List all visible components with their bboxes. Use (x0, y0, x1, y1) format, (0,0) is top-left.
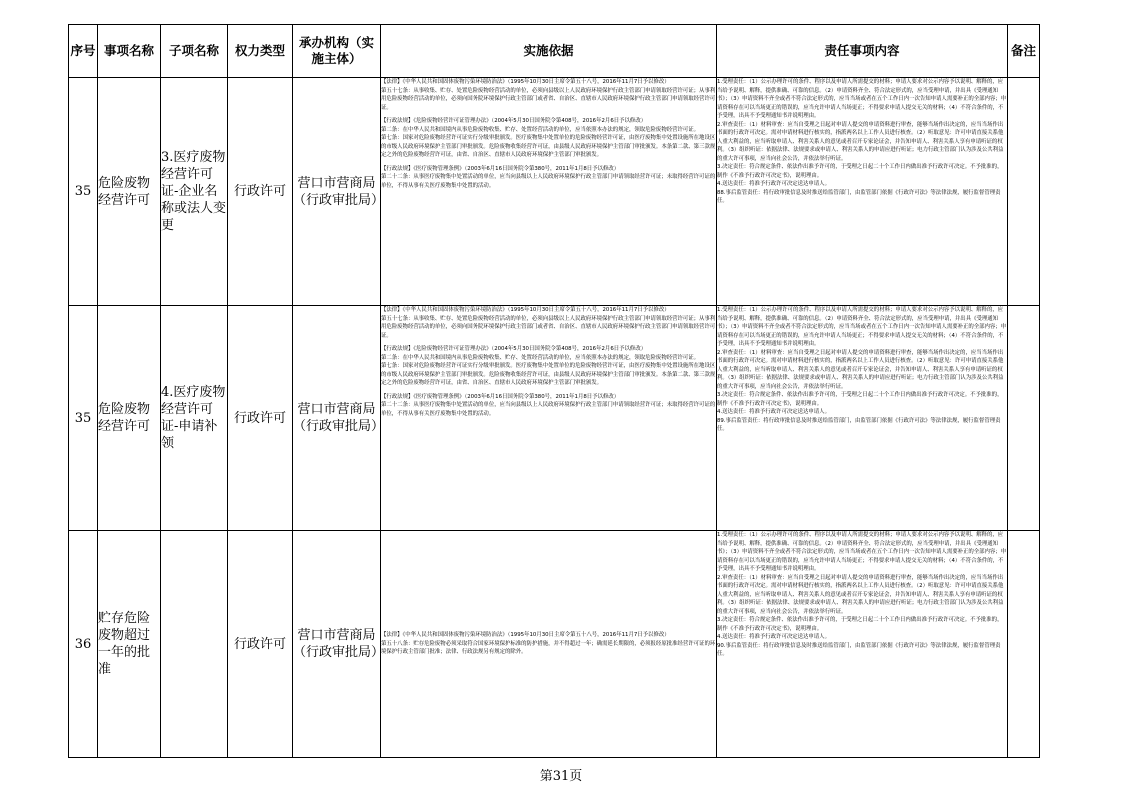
text-paragraph: 4.送达责任：将准予行政许可决定送达申请人。 (717, 181, 830, 187)
row-notes (1008, 531, 1040, 758)
text-paragraph: 第二十二条：从事医疗废物集中处置活动的单位，应当向县级以上人民政府环境保护行政主管部门申请领取经营许可证；未取得经营许可证的单位，不得从事有关医疗废物集中处置的活动。 (381, 174, 716, 189)
text-paragraph: 第二条：在中华人民共和国境内从事危险废物收集、贮存、处置经营活动的单位，应当依照本办法的规定，领取危险废物经营许可证。 (381, 126, 700, 133)
text-paragraph: 88.事后监管责任：将行政审批信息及时推送给监管部门，由监管部门依据《行政许可法》等法律法规，履行监督管理责任。 (717, 189, 1001, 204)
header-duties: 责任事项内容 (717, 25, 1008, 78)
header-power-type: 权力类型 (228, 25, 293, 78)
row-duties (717, 306, 1008, 531)
row-item-name: 危险废物经营许可 (98, 78, 161, 306)
row-basis (381, 78, 717, 306)
table-row (69, 306, 1040, 531)
row-duties (717, 531, 1008, 758)
text-paragraph: 【行政法规】《危险废物经营许可证管理办法》（2004年5月30日国务院令第408号，2016年2月6日予以修改） (381, 346, 647, 352)
text-paragraph: 4.送达责任：将准予行政许可决定送达申请人。 (717, 409, 830, 415)
text-paragraph: 【法律】《中华人民共和国固体废物污染环境防治法》（1995年10月30日主席令第五十八号，2016年11月7日予以修改） (381, 632, 670, 639)
row-agency: 营口市营商局（行政审批局） (293, 306, 381, 531)
text-paragraph: 第二条：在中华人民共和国境内从事危险废物收集、贮存、处置经营活动的单位，应当依照本办法的规定，领取危险废物经营许可证。 (381, 354, 700, 361)
text-paragraph: 2.审查责任：（1）材料审查：应当自受理之日起对申请人提交的申请资料进行审查，能够当场作出决定的，应当当场作出书面的行政许可决定。需对申请材料进行核实的，指派两名以上工作人员进行核查。（2）听取意见：许可申请直接关系他人重大利益的，应当听取申请人、利害关系人的意见或者召开专家论证会，并告知申请人、利害关系人享有申请听证的权利。（3）组织听证：依据法律、法规要求或申请人、利害关系人的申请应进行听证；电力行政主管部门认为涉及公共利益的重大许可事项，应当向社会公告，并依法举行听证。 (717, 121, 1004, 162)
row-sub-item (161, 531, 228, 758)
text-paragraph: 【法律】《中华人民共和国固体废物污染环境防治法》（1995年10月30日主席令第五十八号，2016年11月7日予以修改） (381, 307, 670, 313)
permission-table (68, 24, 1040, 758)
header-basis: 实施依据 (381, 25, 717, 78)
text-paragraph: 第五十七条：从事收集、贮存、处置危险废物经营活动的单位，必须向县级以上人民政府环境保护行政主管部门申请领取经营许可证；从事利用危险废物经营活动的单位，必须向国务院环境保护行政主管部门或者省、自治区、直辖市人民政府环境保护行政主管部门申请领取经营许可证。 (381, 87, 716, 111)
row-item-name: 危险废物经营许可 (98, 306, 161, 531)
row-seq: 35 (69, 306, 98, 531)
header-notes: 备注 (1008, 25, 1040, 78)
row-duties (717, 78, 1008, 306)
row-agency: 营口市营商局（行政审批局） (293, 78, 381, 306)
text-paragraph: 2.审查责任：（1）材料审查：应当自受理之日起对申请人提交的申请资料进行审查，能够当场作出决定的，应当当场作出书面的行政许可决定。需对申请材料进行核实的，指派两名以上工作人员进行核查。（2）听取意见：许可申请直接关系他人重大利益的，应当听取申请人、利害关系人的意见或者召开专家论证会，并告知申请人、利害关系人享有申请听证的权利。（3）组织听证：依据法律、法规要求或申请人、利害关系人的申请应进行听证；电力行政主管部门认为涉及公共利益的重大许可事项，应当向社会公告，并依法举行听证。 (717, 574, 1004, 615)
header-sub-item: 子项名称 (161, 25, 228, 78)
row-seq: 35 (69, 78, 98, 306)
row-agency: 营口市营商局（行政审批局） (293, 531, 381, 758)
row-notes (1008, 78, 1040, 306)
row-seq: 36 (69, 531, 98, 758)
row-power-type: 行政许可 (228, 531, 293, 758)
row-sub-item: 4.医疗废物经营许可证-申请补领 (161, 306, 228, 531)
row-sub-item: 3.医疗废物经营许可证-企业名称或法人变更 (161, 78, 228, 306)
text-paragraph: 第七条：国家对危险废物经营许可证实行分级审批颁发。医疗废物集中处置单位的危险废物经营许可证，由医疗废物集中处置设施所在地设区的市级人民政府环境保护主管部门审批颁发。危险废物收集经营许可证，由县级人民政府环境保护主管部门审批颁发。本条第二款、第三款规定之外的危险废物经营许可证，由省、自治区、直辖市人民政府环境保护主管部门审批颁发。 (381, 363, 716, 386)
text-paragraph: 1.受理责任：（1）公示办理许可的条件、程序以及申请人所需提交的材料；申请人要求对公示内容予以说明、解释的，应当给予说明、解释，提供准确、可靠的信息。（2）申请资料齐全、符合法定形式的，应当受理申请，并出具《受理通知书》；（3）申请资料不齐全或者不符合法定形式的，应当当场或者在五个工作日内一次告知申请人需要补正的全部内容；申请资料存在可以当场更正的错误的，应当允许申请人当场更正；不得要求申请人提交无关的材料；（4）不符合条件的，不予受理，出具不予受理通知书并说明理由。 (717, 532, 1007, 572)
page-number: 第31页 (539, 769, 583, 784)
text-paragraph: 【法律】《中华人民共和国固体废物污染环境防治法》（1995年10月30日主席令第五十八号，2016年11月7日予以修改） (381, 79, 670, 85)
text-paragraph: 2.审查责任：（1）材料审查：应当自受理之日起对申请人提交的申请资料进行审查，能够当场作出决定的，应当当场作出书面的行政许可决定。需对申请材料进行核实的，指派两名以上工作人员进行核查。（2）听取意见：许可申请直接关系他人重大利益的，应当听取申请人、利害关系人的意见或者召开专家论证会，并告知申请人、利害关系人享有申请听证的权利。（3）组织听证：依据法律、法规要求或申请人、利害关系人的申请应进行听证；电力行政主管部门认为涉及公共利益的重大许可事项，应当向社会公告，并依法举行听证。 (717, 349, 1004, 390)
row-power-type: 行政许可 (228, 306, 293, 531)
text-paragraph: 第二十二条：从事医疗废物集中处置活动的单位，应当向县级以上人民政府环境保护行政主管部门申请领取经营许可证；未取得经营许可证的单位，不得从事有关医疗废物集中处置的活动。 (381, 402, 716, 417)
row-basis (381, 531, 717, 758)
row-item-name: 贮存危险废物超过一年的批准 (98, 531, 161, 758)
text-paragraph: 1.受理责任：（1）公示办理许可的条件、程序以及申请人所需提交的材料；申请人要求对公示内容予以说明、解释的，应当给予说明、解释，提供准确、可靠的信息。（2）申请资料齐全、符合法定形式的，应当受理申请，并出具《受理通知书》；（3）申请资料不齐全或者不符合法定形式的，应当当场或者在五个工作日内一次告知申请人需要补正的全部内容；申请资料存在可以当场更正的错误的，应当允许申请人当场更正；不得要求申请人提交无关的材料；（4）不符合条件的，不予受理，出具不予受理通知书并说明理由。 (717, 307, 1007, 347)
header-item-name: 事项名称 (98, 25, 161, 78)
text-paragraph: 1.受理责任：（1）公示办理许可的条件、程序以及申请人所需提交的材料；申请人要求对公示内容予以说明、解释的，应当给予说明、解释，提供准确、可靠的信息。（2）申请资料齐全、符合法定形式的，应当受理申请，并出具《受理通知书》；（3）申请资料不齐全或者不符合法定形式的，应当当场或者在五个工作日内一次告知申请人需要补正的全部内容；申请资料存在可以当场更正的错误的，应当允许申请人当场更正；不得要求申请人提交无关的材料；（4）不符合条件的，不予受理，出具不予受理通知书并说明理由。 (717, 79, 1007, 119)
row-notes (1008, 306, 1040, 531)
text-paragraph: 【行政法规】《医疗废物管理条例》（2003年6月16日国务院令第380号，2011年1月8日予以修改） (381, 393, 620, 400)
header-agency: 承办机构（实施主体） (293, 25, 381, 78)
text-paragraph: 90.事后监管责任：将行政审批信息及时推送给监管部门，由监管部门依据《行政许可法》等法律法规，履行监督管理责任。 (717, 642, 1001, 657)
text-paragraph: 【行政法规】《医疗废物管理条例》（2003年6月16日国务院令第380号，2011年1月8日予以修改） (381, 165, 620, 172)
text-paragraph: 第五十七条：从事收集、贮存、处置危险废物经营活动的单位，必须向县级以上人民政府环境保护行政主管部门申请领取经营许可证；从事利用危险废物经营活动的单位，必须向国务院环境保护行政主管部门或者省、自治区、直辖市人民政府环境保护行政主管部门申请领取经营许可证。 (381, 315, 716, 339)
text-paragraph: 第五十八条：贮存危险废物必须采取符合国家环境保护标准的防护措施，并不得超过一年；确需延长期限的，必须报经原批准经营许可证的环境保护行政主管部门批准；法律、行政法规另有规定的除外。 (381, 640, 716, 656)
text-paragraph: 4.送达责任：将准予行政许可决定送达申请人。 (717, 634, 830, 640)
text-paragraph: 3.决定责任：符合规定条件、依法作出准予许可的，于受理之日起二十个工作日内做出准予行政许可决定。不予批准的，制作《不准予行政许可决定书》，说明理由。 (717, 392, 1003, 407)
text-paragraph: 3.决定责任：符合规定条件、依法作出准予许可的，于受理之日起二十个工作日内做出准予行政许可决定。不予批准的，制作《不准予行政许可决定书》，说明理由。 (717, 164, 1003, 179)
header-seq: 序号 (69, 25, 98, 78)
text-paragraph: 89.事后监管责任：将行政审批信息及时推送给监管部门，由监管部门依据《行政许可法》等法律法规，履行监督管理责任。 (717, 417, 1001, 432)
row-basis (381, 306, 717, 531)
text-paragraph: 3.决定责任：符合规定条件、依法作出准予许可的，于受理之日起二十个工作日内做出准予行政许可决定。不予批准的，制作《不准予行政许可决定书》，说明理由。 (717, 617, 1003, 632)
table-row (69, 531, 1040, 758)
header-row (69, 25, 1040, 78)
text-paragraph: 【行政法规】《危险废物经营许可证管理办法》（2004年5月30日国务院令第408号，2016年2月6日予以修改） (381, 118, 647, 124)
text-paragraph: 第七条：国家对危险废物经营许可证实行分级审批颁发。医疗废物集中处置单位的危险废物经营许可证，由医疗废物集中处置设施所在地设区的市级人民政府环境保护主管部门审批颁发。危险废物收集经营许可证，由县级人民政府环境保护主管部门审批颁发。本条第二款、第三款规定之外的危险废物经营许可证，由省、自治区、直辖市人民政府环境保护主管部门审批颁发。 (381, 135, 716, 158)
row-power-type: 行政许可 (228, 78, 293, 306)
table-row (69, 78, 1040, 306)
